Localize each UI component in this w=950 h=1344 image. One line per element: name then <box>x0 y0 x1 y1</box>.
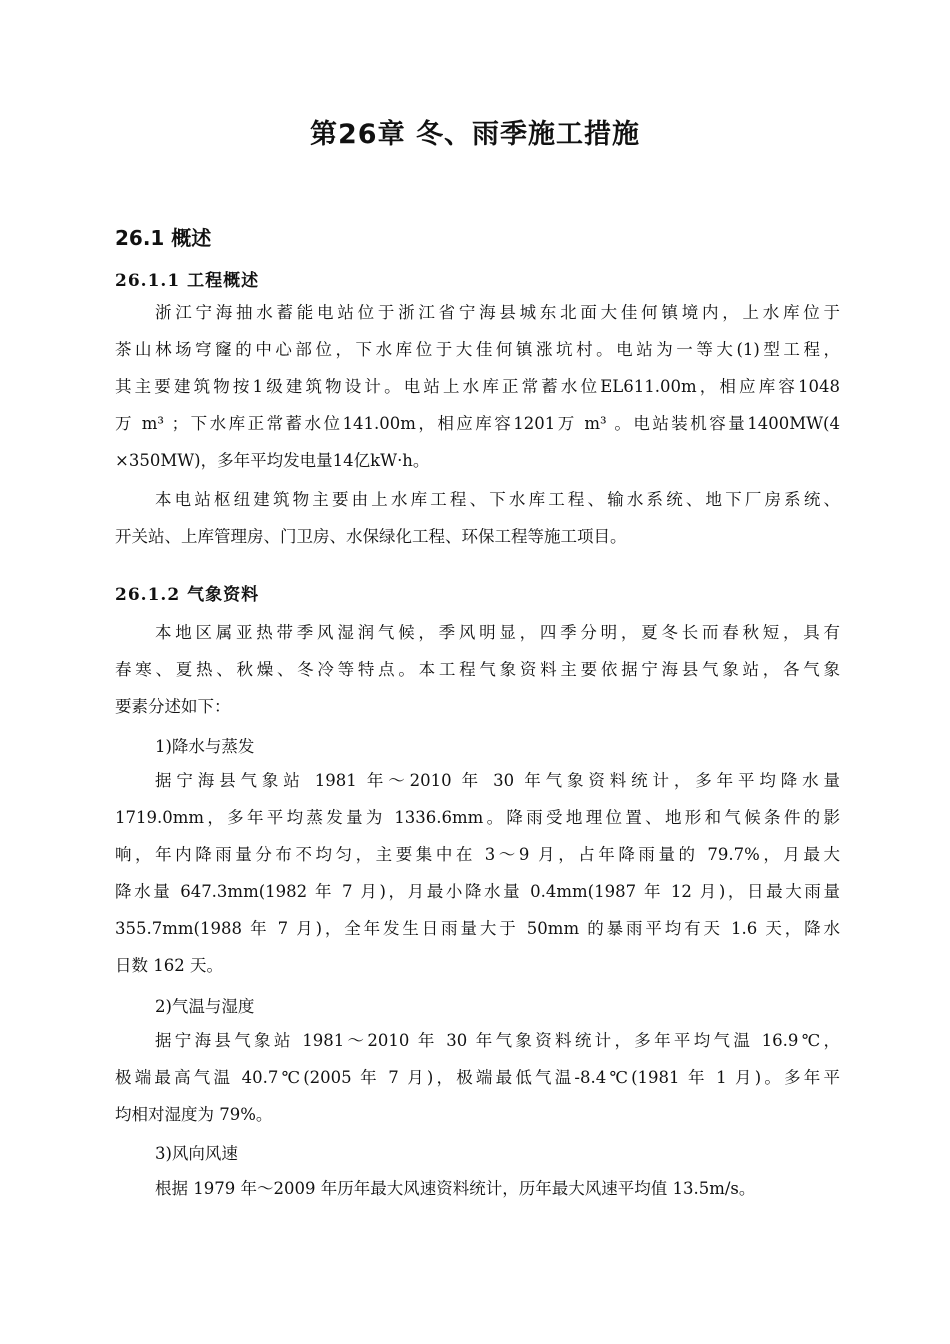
text-line: 日数 162 天。 <box>115 956 223 975</box>
text-line: 春寒、夏热、秋燥、冬冷等特点。本工程气象资料主要依据宁海县气象站，各气象 <box>115 660 840 679</box>
text-line: 降水量 647.3mm(1982 年 7 月)，月最小降水量 0.4mm(1987 年 12 月)，日最大雨量 <box>115 882 840 901</box>
text-line: 极端最高气温 40.7℃(2005 年 7 月)，极端最低气温-8.4℃(1981 年 1 月)。多年平 <box>115 1068 840 1087</box>
item-title-wind: 3)风向风速 <box>155 1144 238 1163</box>
chapter-title: 第26章 冬、雨季施工措施 <box>310 119 640 150</box>
text-line: 355.7mm(1988 年 7 月)，全年发生日雨量大于 50mm 的暴雨平均有天 1.6 天，降水 <box>115 919 840 938</box>
text-line: 本地区属亚热带季风湿润气候，季风明显，四季分明，夏冬长而春秋短，具有 <box>155 623 840 642</box>
paragraph-wind <box>115 1170 840 1207</box>
section-heading-26-1: 26.1 概述 <box>115 226 212 250</box>
text-line: 根据 1979 年～2009 年历年最大风速资料统计，历年最大风速平均值 13.5m/s。 <box>155 1179 756 1198</box>
text-line: 要素分述如下： <box>115 697 231 716</box>
text-line: ×350MW)，多年平均发电量14亿kW·h。 <box>115 451 430 470</box>
text-line: 其主要建筑物按1级建筑物设计。电站上水库正常蓄水位EL611.00m，相应库容1048 <box>115 377 840 396</box>
item-title-temperature: 2)气温与湿度 <box>155 997 255 1016</box>
text-line: 开关站、上库管理房、门卫房、水保绿化工程、环保工程等施工项目。 <box>115 527 627 546</box>
text-line: 据宁海县气象站 1981～2010 年 30 年气象资料统计，多年平均气温 16.9℃， <box>155 1031 840 1050</box>
text-line: 均相对湿度为 79%。 <box>115 1105 273 1124</box>
paragraph-temperature <box>115 1022 840 1133</box>
text-line: 据宁海县气象站 1981 年～2010 年 30 年气象资料统计，多年平均降水量 <box>155 771 840 790</box>
text-line: 本电站枢纽建筑物主要由上水库工程、下水库工程、输水系统、地下厂房系统、 <box>155 490 840 509</box>
section-heading-26-1-2: 26.1.2 气象资料 <box>115 585 260 605</box>
paragraph-project-overview <box>115 294 840 479</box>
paragraph-precipitation <box>115 762 840 984</box>
text-line: 茶山林场穹窿的中心部位，下水库位于大佳何镇涨坑村。电站为一等大(1)型工程， <box>115 340 840 359</box>
paragraph-project-components <box>115 481 840 555</box>
text-line: 1719.0mm，多年平均蒸发量为 1336.6mm。降雨受地理位置、地形和气候条件的影 <box>115 808 840 827</box>
text-line: 万 m³ ；下水库正常蓄水位141.00m，相应库容1201万 m³ 。电站装机容量1400MW(4 <box>115 414 840 433</box>
item-title-precipitation: 1)降水与蒸发 <box>155 737 255 756</box>
text-line: 响，年内降雨量分布不均匀，主要集中在 3～9 月，占年降雨量的 79.7%，月最大 <box>115 845 840 864</box>
paragraph-climate-intro <box>115 614 840 725</box>
section-heading-26-1-1: 26.1.1 工程概述 <box>115 271 260 291</box>
text-line: 浙江宁海抽水蓄能电站位于浙江省宁海县城东北面大佳何镇境内，上水库位于 <box>155 303 840 322</box>
